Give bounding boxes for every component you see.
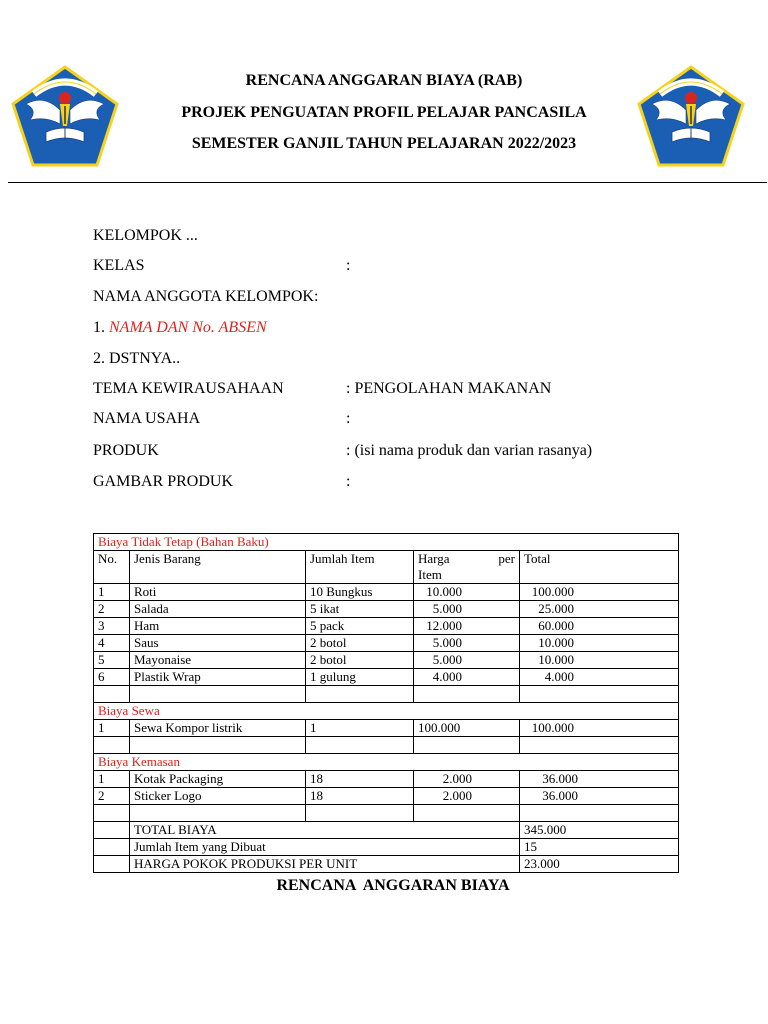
row-harga — [414, 618, 520, 635]
table-row — [94, 720, 679, 737]
tema-label: TEMA KEWIRAUSAHAAN — [93, 380, 284, 397]
header-title-line1: RENCANA ANGGARAN BIAYA (RAB) — [245, 72, 523, 89]
row-jumlah: 1 gulung — [306, 669, 414, 686]
row-total-value: 4.000 — [544, 669, 574, 684]
row-total-value: 36.000 — [542, 771, 578, 786]
row-total — [520, 720, 679, 737]
row-jenis: Mayonaise — [130, 652, 306, 669]
summary-label-jumlah: Jumlah Item yang Dibuat — [130, 839, 520, 856]
empty-row — [94, 737, 679, 754]
summary-row — [94, 839, 679, 856]
header-divider — [8, 182, 767, 183]
row-total — [520, 584, 679, 601]
member1-placeholder: NAMA DAN No. ABSEN — [109, 319, 267, 336]
row-harga-value: 10.000 — [426, 584, 462, 599]
table-row — [94, 788, 679, 805]
kelompok-line — [93, 225, 713, 247]
row-jumlah: 5 ikat — [306, 601, 414, 618]
section-header-row — [94, 534, 679, 551]
summary-value-total: 345.000 — [520, 822, 679, 839]
row-no: 3 — [94, 618, 130, 635]
tema-value: : PENGOLAHAN MAKANAN — [346, 380, 552, 397]
row-total — [520, 771, 679, 788]
produk-value: : (isi nama produk dan varian rasanya) — [346, 442, 593, 459]
row-total-value: 36.000 — [542, 788, 578, 803]
gambar-label: GAMBAR PRODUK — [93, 473, 234, 490]
row-harga — [414, 652, 520, 669]
table-row — [94, 618, 679, 635]
empty-row — [94, 805, 679, 822]
table-row — [94, 771, 679, 788]
empty-row — [94, 686, 679, 703]
row-jenis: Kotak Packaging — [130, 771, 306, 788]
row-harga — [414, 584, 520, 601]
row-jenis: Saus — [130, 635, 306, 652]
summary-label-hpp: HARGA POKOK PRODUKSI PER UNIT — [130, 856, 520, 873]
row-harga-value: 12.000 — [426, 618, 462, 633]
row-harga-value: 5.000 — [432, 652, 462, 667]
row-harga-value: 2.000 — [442, 788, 472, 803]
row-jenis: Plastik Wrap — [130, 669, 306, 686]
row-total — [520, 788, 679, 805]
gambar-line — [93, 471, 713, 493]
kelas-line — [93, 255, 713, 277]
gambar-value: : — [346, 473, 351, 490]
row-harga-value: 5.000 — [432, 635, 462, 650]
col-harga — [414, 551, 520, 584]
row-total — [520, 618, 679, 635]
summary-row — [94, 822, 679, 839]
anggota-label: NAMA ANGGOTA KELOMPOK: — [93, 288, 319, 305]
member2-line — [93, 348, 713, 370]
table-row — [94, 584, 679, 601]
rab-table — [93, 533, 679, 873]
produk-label: PRODUK — [93, 442, 159, 459]
table-row — [94, 652, 679, 669]
col-jenis: Jenis Barang — [130, 551, 306, 584]
row-no: 2 — [94, 601, 130, 618]
kelas-value: : — [346, 257, 351, 274]
usaha-label: NAMA USAHA — [93, 410, 201, 427]
member1-entry — [93, 317, 267, 339]
col-no: No. — [94, 551, 130, 584]
row-harga: 100.000 — [414, 720, 520, 737]
row-jumlah: 18 — [306, 788, 414, 805]
row-no: 6 — [94, 669, 130, 686]
header-title-line2: PROJEK PENGUATAN PROFIL PELAJAR PANCASILA — [181, 104, 587, 121]
row-harga-value: 5.000 — [432, 601, 462, 616]
column-header-row — [94, 551, 679, 584]
row-harga — [414, 771, 520, 788]
section-bahan-baku: Biaya Tidak Tetap (Bahan Baku) — [94, 534, 679, 551]
anggota-line — [93, 286, 713, 308]
table-row — [94, 635, 679, 652]
row-total — [520, 652, 679, 669]
col-jumlah: Jumlah Item — [306, 551, 414, 584]
section-header-row — [94, 703, 679, 720]
tema-line — [93, 378, 713, 400]
row-no: 1 — [94, 720, 130, 737]
row-jenis: Roti — [130, 584, 306, 601]
header-title-line3: SEMESTER GANJIL TAHUN PELAJARAN 2022/2023 — [191, 135, 577, 152]
footer-title: RENCANA ANGGARAN BIAYA — [276, 877, 510, 894]
table-row — [94, 669, 679, 686]
row-jumlah: 1 — [306, 720, 414, 737]
row-jumlah: 10 Bungkus — [306, 584, 414, 601]
summary-value-jumlah: 15 — [520, 839, 679, 856]
row-no: 1 — [94, 584, 130, 601]
row-harga-value: 2.000 — [442, 771, 472, 786]
row-no: 1 — [94, 771, 130, 788]
row-total-value: 100.000 — [531, 584, 574, 599]
section-header-row — [94, 754, 679, 771]
kelompok-label: KELOMPOK ... — [93, 227, 198, 244]
row-jenis: Sewa Kompor listrik — [130, 720, 306, 737]
row-no: 2 — [94, 788, 130, 805]
kelas-label: KELAS — [93, 257, 145, 274]
member2-entry: 2. DSTNYA.. — [93, 350, 181, 367]
row-jumlah: 18 — [306, 771, 414, 788]
member1-line — [93, 317, 713, 339]
row-total-value: 10.000 — [538, 635, 574, 650]
section-biaya-kemasan: Biaya Kemasan — [94, 754, 679, 771]
row-no: 5 — [94, 652, 130, 669]
produk-line — [93, 440, 713, 462]
col-harga-word2: per — [498, 551, 515, 566]
section-biaya-sewa: Biaya Sewa — [94, 703, 679, 720]
col-total: Total — [520, 551, 679, 584]
table-row — [94, 601, 679, 618]
row-harga-value: 4.000 — [432, 669, 462, 684]
usaha-value: : — [346, 410, 351, 427]
row-harga — [414, 788, 520, 805]
row-harga — [414, 601, 520, 618]
row-jumlah: 5 pack — [306, 618, 414, 635]
col-harga-word3: Item — [418, 567, 442, 582]
member1-number: 1. — [93, 319, 105, 336]
row-harga — [414, 669, 520, 686]
row-jumlah: 2 botol — [306, 635, 414, 652]
col-harga-word1: Harga — [418, 551, 450, 566]
row-harga — [414, 635, 520, 652]
row-total-value: 60.000 — [538, 618, 574, 633]
usaha-line — [93, 408, 713, 430]
row-total — [520, 669, 679, 686]
row-jenis: Sticker Logo — [130, 788, 306, 805]
summary-label-total: TOTAL BIAYA — [130, 822, 520, 839]
row-total-value: 25.000 — [538, 601, 574, 616]
row-jenis: Salada — [130, 601, 306, 618]
summary-value-hpp: 23.000 — [520, 856, 679, 873]
row-total — [520, 635, 679, 652]
row-total — [520, 601, 679, 618]
row-total-value: 10.000 — [538, 652, 574, 667]
row-total-value: 100.000 — [531, 720, 574, 735]
row-no: 4 — [94, 635, 130, 652]
row-jenis: Ham — [130, 618, 306, 635]
summary-row — [94, 856, 679, 873]
row-jumlah: 2 botol — [306, 652, 414, 669]
